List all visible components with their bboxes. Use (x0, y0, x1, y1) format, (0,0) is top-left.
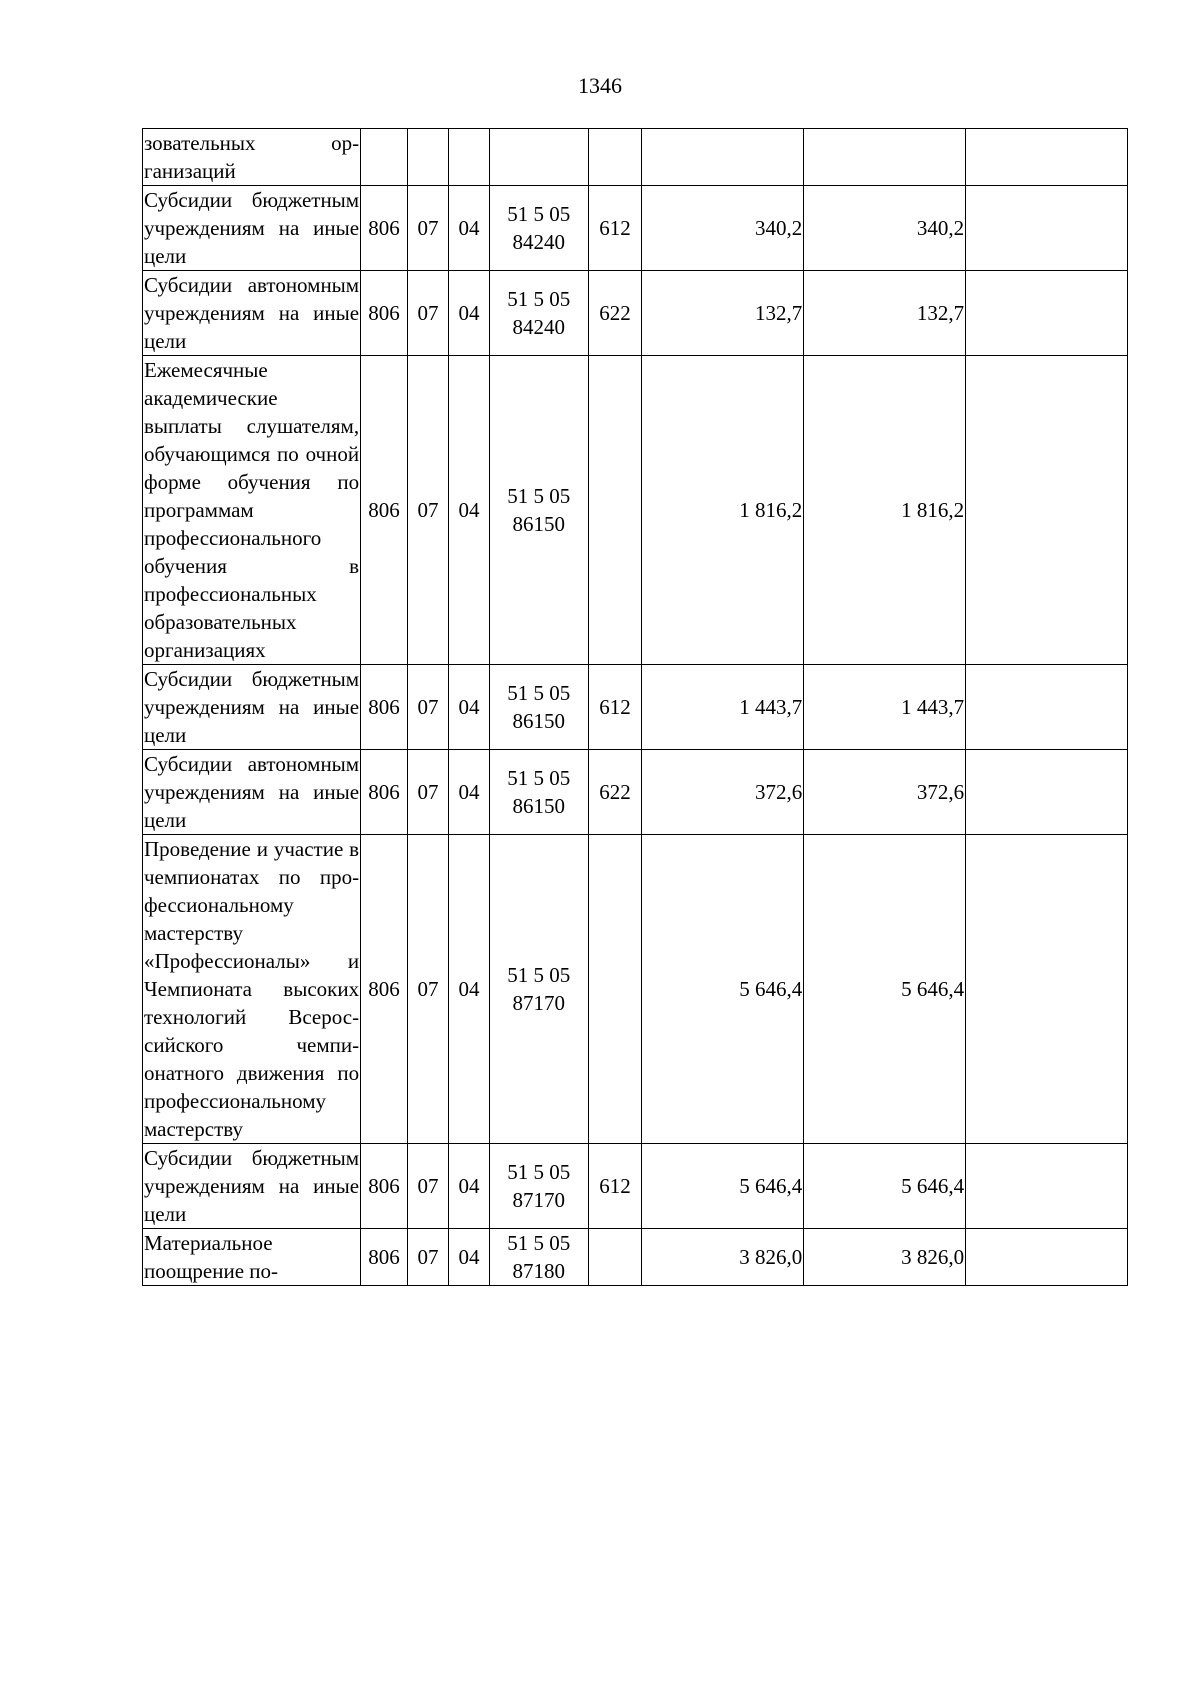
ministry-code: 806 (361, 1229, 408, 1286)
table-row (143, 356, 1128, 665)
ministry-code (361, 129, 408, 186)
expense-type: 612 (588, 1144, 642, 1229)
row-name: Субсидии автономным учреждениям на иные цели (143, 271, 361, 356)
table-row (143, 835, 1128, 1144)
table-row (143, 129, 1128, 186)
amount: 132,7 (642, 271, 804, 356)
amount-2: 132,7 (804, 271, 966, 356)
row-name: Субсидии бюджетным учреждениям на иные цели (143, 1144, 361, 1229)
amount (642, 129, 804, 186)
amount: 340,2 (642, 186, 804, 271)
target-article: 51 5 05 87170 (490, 835, 589, 1144)
ministry-code: 806 (361, 835, 408, 1144)
expense-type (588, 356, 642, 665)
subsection-code: 04 (449, 750, 490, 835)
target-article: 51 5 05 84240 (490, 271, 589, 356)
table-row (143, 1144, 1128, 1229)
subsection-code: 04 (449, 835, 490, 1144)
amount-3 (966, 186, 1128, 271)
row-name: Субсидии автономным учреждениям на иные цели (143, 750, 361, 835)
budget-table (142, 128, 1128, 1286)
section-code: 07 (407, 835, 448, 1144)
section-code: 07 (407, 750, 448, 835)
ministry-code: 806 (361, 186, 408, 271)
expense-type (588, 835, 642, 1144)
section-code: 07 (407, 271, 448, 356)
row-name: Материальное поощрение по- (143, 1229, 361, 1286)
target-article: 51 5 05 87180 (490, 1229, 589, 1286)
target-article: 51 5 05 84240 (490, 186, 589, 271)
amount-3 (966, 129, 1128, 186)
amount-2: 1 816,2 (804, 356, 966, 665)
amount-3 (966, 1144, 1128, 1229)
section-code: 07 (407, 356, 448, 665)
target-article: 51 5 05 86150 (490, 356, 589, 665)
amount-2: 340,2 (804, 186, 966, 271)
amount-3 (966, 750, 1128, 835)
ministry-code: 806 (361, 750, 408, 835)
section-code: 07 (407, 186, 448, 271)
ministry-code: 806 (361, 1144, 408, 1229)
target-article: 51 5 05 87170 (490, 1144, 589, 1229)
expense-type: 622 (588, 750, 642, 835)
table-row (143, 750, 1128, 835)
row-name: зовательных организаций (143, 129, 361, 186)
amount-2: 5 646,4 (804, 835, 966, 1144)
row-name: Субсидии бюджетным учреждениям на иные цели (143, 665, 361, 750)
amount-2 (804, 129, 966, 186)
subsection-code: 04 (449, 665, 490, 750)
amount-3 (966, 356, 1128, 665)
row-name: Ежемесячные академические выплаты слушателям, обучающимся по очной форме обучения по программам профессионального обучения в профессиональных образовательных организациях (143, 356, 361, 665)
amount: 5 646,4 (642, 1144, 804, 1229)
section-code: 07 (407, 1229, 448, 1286)
table-row (143, 186, 1128, 271)
target-article: 51 5 05 86150 (490, 665, 589, 750)
section-code: 07 (407, 1144, 448, 1229)
expense-type: 612 (588, 665, 642, 750)
section-code (407, 129, 448, 186)
amount: 3 826,0 (642, 1229, 804, 1286)
subsection-code: 04 (449, 186, 490, 271)
amount: 1 443,7 (642, 665, 804, 750)
table-row (143, 665, 1128, 750)
amount-3 (966, 835, 1128, 1144)
expense-type (588, 129, 642, 186)
amount-2: 1 443,7 (804, 665, 966, 750)
expense-type: 612 (588, 186, 642, 271)
subsection-code: 04 (449, 356, 490, 665)
amount: 5 646,4 (642, 835, 804, 1144)
amount-2: 5 646,4 (804, 1144, 966, 1229)
table-row (143, 1229, 1128, 1286)
amount-3 (966, 665, 1128, 750)
row-name: Субсидии бюджетным учреждениям на иные цели (143, 186, 361, 271)
subsection-code: 04 (449, 1229, 490, 1286)
amount: 1 816,2 (642, 356, 804, 665)
ministry-code: 806 (361, 271, 408, 356)
amount-2: 372,6 (804, 750, 966, 835)
page-number: 1346 (578, 73, 622, 98)
target-article: 51 5 05 86150 (490, 750, 589, 835)
amount-3 (966, 1229, 1128, 1286)
section-code: 07 (407, 665, 448, 750)
amount-3 (966, 271, 1128, 356)
subsection-code: 04 (449, 1144, 490, 1229)
expense-type (588, 1229, 642, 1286)
ministry-code: 806 (361, 356, 408, 665)
target-article (490, 129, 589, 186)
row-name: Проведение и участие в чемпионатах по профессиональному мастерству «Профессионалы» и Чемпионата высоких технологий Всероссийского чемпионатного движения по профессиональному мастерству (143, 835, 361, 1144)
amount-2: 3 826,0 (804, 1229, 966, 1286)
ministry-code: 806 (361, 665, 408, 750)
expense-type: 622 (588, 271, 642, 356)
amount: 372,6 (642, 750, 804, 835)
subsection-code: 04 (449, 271, 490, 356)
subsection-code (449, 129, 490, 186)
table-row (143, 271, 1128, 356)
